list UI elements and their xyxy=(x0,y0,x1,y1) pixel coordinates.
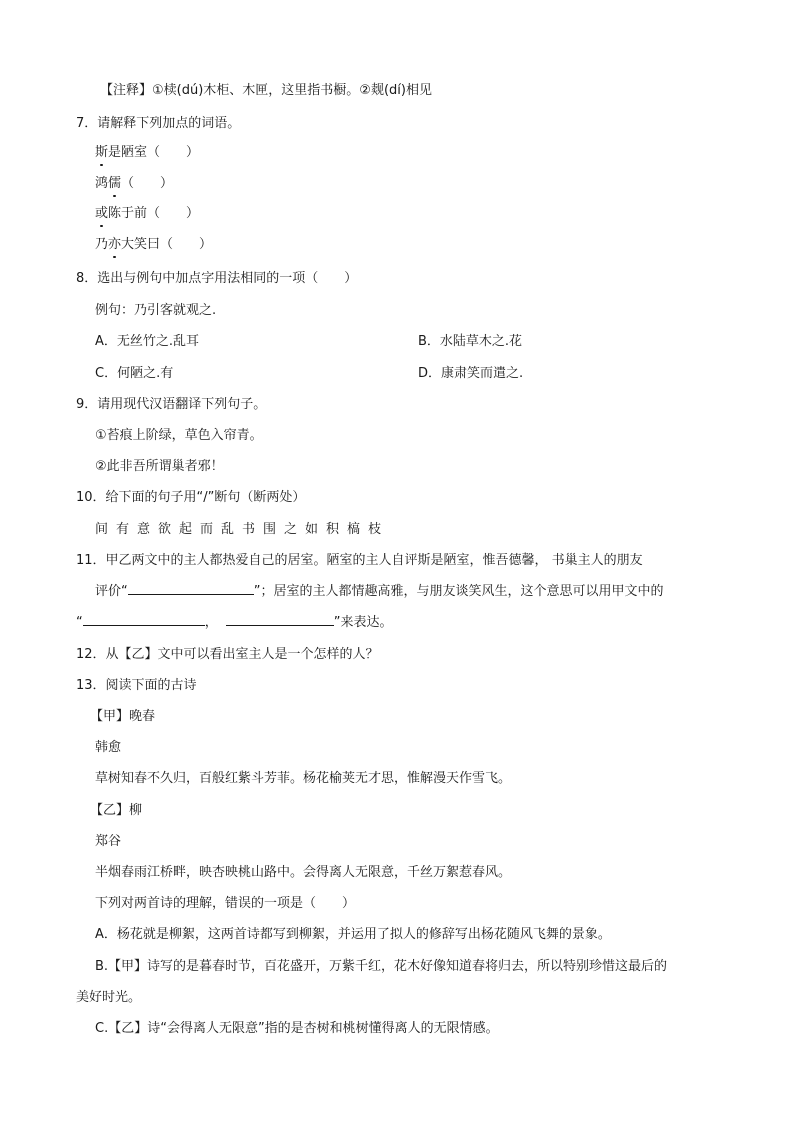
poem1-author: 韩愈 xyxy=(95,740,122,755)
q11-line-2: 评价“ ”；居室的主人都情趣高雅，与朋友谈笑风生，这个意思可以用甲文中的 xyxy=(95,584,664,599)
poem2-text: 半烟春雨江桥畔，映杏映桃山路中。会得离人无限意，千丝万絮惹春风。 xyxy=(95,865,512,880)
q13-question: 下列对两首诗的理解，错误的一项是（ ） xyxy=(95,896,356,911)
note-line xyxy=(100,82,432,100)
q8-option-b[interactable]: B．水陆草木之.花 xyxy=(418,334,523,349)
q7-item-1: 斯是陋室（ ） xyxy=(95,145,200,160)
dotted-char: 斯 xyxy=(95,145,109,160)
note-text: 【注释】①椟(dú)木柜、木匣，这里指书橱。②觌(dí)相见 xyxy=(100,83,432,98)
poem1-text: 草树知春不久归，百般红紫斗芳菲。杨花榆荚无才思，惟解漫天作雪飞。 xyxy=(95,771,512,786)
dotted-char: 或 xyxy=(95,206,109,221)
q8-stem: 8．选出与例句中加点字用法相同的一项（ ） xyxy=(76,271,358,286)
q9-stem: 9．请用现代汉语翻译下列句子。 xyxy=(76,397,267,412)
poem2-label: 【乙】柳 xyxy=(90,803,143,818)
dotted-char: 儒 xyxy=(108,176,122,191)
poem1-label: 【甲】晚春 xyxy=(90,709,156,724)
q7-stem: 7．请解释下列加点的词语。 xyxy=(76,116,241,131)
q9-sentence-1: ①苔痕上阶绿，草色入帘青。 xyxy=(95,428,263,443)
answer-blank-2[interactable] xyxy=(83,624,205,626)
answer-blank-3[interactable] xyxy=(226,624,334,626)
poem2-author: 郑谷 xyxy=(95,834,122,849)
q8-option-a[interactable]: A．无丝竹之.乱耳 xyxy=(95,334,200,349)
q11-line-3: “ ， ”来表达。 xyxy=(76,615,393,630)
q13-option-b-line-1[interactable]: B.【甲】诗写的是暮春时节，百花盛开，万紫千红，花木好像知道春将归去，所以特别珍惜这最后的 xyxy=(95,959,668,974)
q13-option-c[interactable]: C.【乙】诗“会得离人无限意”指的是杏树和桃树懂得离人的无限情感。 xyxy=(95,1021,499,1036)
dotted-char: 亦 xyxy=(108,237,122,252)
q10-text: 间有意欲起而乱书围之如积槁枝 xyxy=(95,522,390,537)
answer-blank-1[interactable] xyxy=(128,593,254,595)
q9-sentence-2: ②此非吾所谓巢者邪！ xyxy=(95,459,224,474)
q8-example: 例句：乃引客就观之. xyxy=(95,303,217,318)
q7-item-3: 或陈于前（ ） xyxy=(95,206,200,221)
q11-line-1: 11．甲乙两文中的主人都热爱自己的居室。陋室的主人自评斯是陋室，惟吾德馨， 书巢主人的朋友 xyxy=(76,553,643,568)
q12-stem: 12．从【乙】文中可以看出室主人是一个怎样的人？ xyxy=(76,647,379,662)
q8-option-c[interactable]: C．何陋之.有 xyxy=(95,366,174,381)
q13-option-b-line-2[interactable]: 美好时光。 xyxy=(76,990,142,1005)
q8-option-d[interactable]: D．康肃笑而遣之. xyxy=(418,366,524,381)
q13-stem: 13．阅读下面的古诗 xyxy=(76,678,197,693)
q7-item-4: 乃亦大笑曰（ ） xyxy=(95,237,213,252)
q7-item-2: 鸿儒（ ） xyxy=(95,176,174,191)
q10-stem: 10．给下面的句子用“/”断句（断两处） xyxy=(76,490,306,505)
q13-option-a[interactable]: A．杨花就是柳絮，这两首诗都写到柳絮，并运用了拟人的修辞写出杨花随风飞舞的景象。 xyxy=(95,927,611,942)
